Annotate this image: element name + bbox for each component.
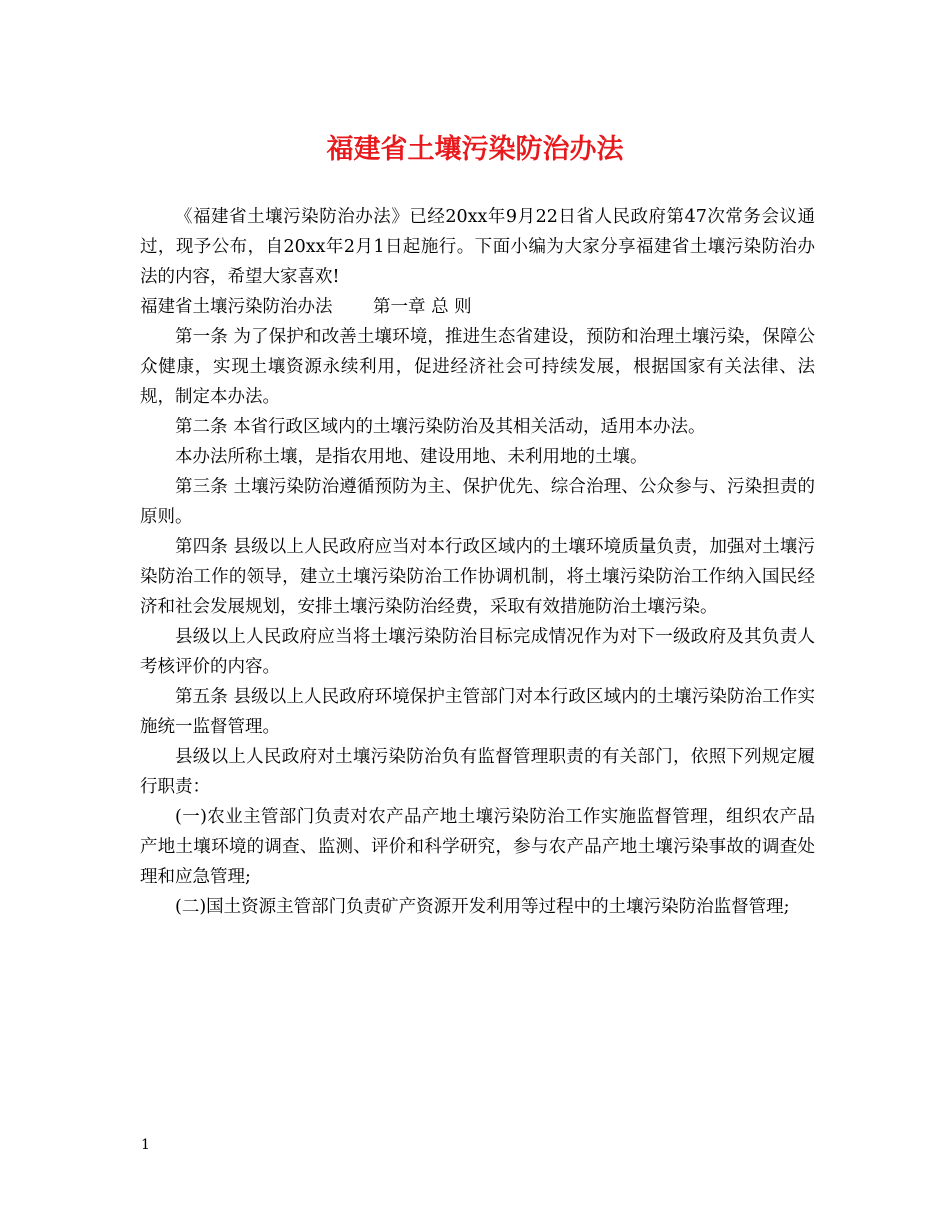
list-item-paragraph: (一)农业主管部门负责对农产品产地土壤污染防治工作实施监督管理，组织农产品产地土壤环境的调查、监测、评价和科学研究，参与农产品产地土壤污染事故的调查处理和应急管理; — [140, 807, 815, 887]
document-title: 福建省土壤污染防治办法 — [326, 134, 624, 165]
article-paragraph: 第三条 土壤污染防治遵循预防为主、保护优先、综合治理、公众参与、污染担责的原则。 — [140, 477, 815, 527]
article-paragraph: 第一条 为了保护和改善土壤环境，推进生态省建设，预防和治理土壤污染，保障公众健康，实现土壤资源永续利用，促进经济社会可持续发展，根据国家有关法律、法规，制定本办法。 — [140, 327, 815, 407]
page-number: 1 — [141, 1137, 150, 1153]
list-item-paragraph: (二)国土资源主管部门负责矿产资源开发利用等过程中的土壤污染防治监督管理; — [175, 897, 790, 917]
document-body — [140, 202, 815, 922]
article-paragraph: 本办法所称土壤，是指农用地、建设用地、未利用地的土壤。 — [175, 447, 648, 467]
article-paragraph: 县级以上人民政府应当将土壤污染防治目标完成情况作为对下一级政府及其负责人考核评价的内容。 — [140, 627, 815, 677]
article-paragraph: 第五条 县级以上人民政府环境保护主管部门对本行政区域内的土壤污染防治工作实施统一监督管理。 — [140, 687, 815, 737]
article-paragraph: 第二条 本省行政区域内的土壤污染防治及其相关活动，适用本办法。 — [175, 417, 706, 437]
intro-paragraph: 《福建省土壤污染防治办法》已经20xx年9月22日省人民政府第47次常务会议通过，现予公布，自20xx年2月1日起施行。下面小编为大家分享福建省土壤污染防治办法的内容，希望大家喜欢! — [140, 207, 815, 287]
chapter-heading: 福建省土壤污染防治办法 第一章 总 则 — [140, 297, 472, 317]
article-paragraph: 县级以上人民政府对土壤污染防治负有监督管理职责的有关部门，依照下列规定履行职责： — [140, 747, 815, 797]
article-paragraph: 第四条 县级以上人民政府应当对本行政区域内的土壤环境质量负责，加强对土壤污染防治工作的领导，建立土壤污染防治工作协调机制，将土壤污染防治工作纳入国民经济和社会发展规划，安排土壤污染防治经费，采取有效措施防治土壤污染。 — [140, 537, 815, 617]
